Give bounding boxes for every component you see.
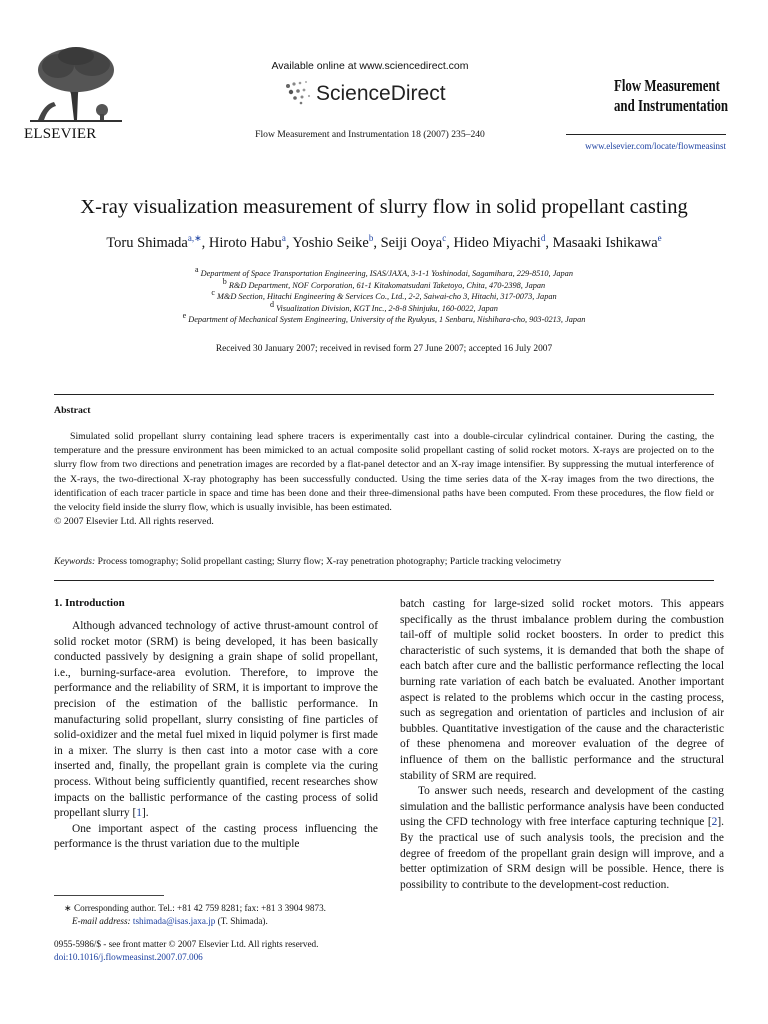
affiliation-mark: a: [195, 265, 199, 275]
left-column: [54, 597, 378, 853]
author-name: Yoshio Seike: [292, 235, 369, 251]
reference-link[interactable]: 2: [711, 816, 718, 829]
author-name: Toru Shimada: [106, 235, 188, 251]
paragraph: batch casting for large-sized solid rocket motors. This appears specifically as the thrust imbalance problem during the combustion tail-off of multiple solid rocket boosters. In order to predict this characteristic of such systems, it is demanded that both the shape of each batch after cure and the ballistic performance reflecting the local burning rate variation of each batch be evaluated. Another important aspect is related to the problems which occur in the casting process, such as segregation and orientation of particles and inclusion of air bubbles. Quantitative investigation of the cause and the characteristic of these phenomena and moreover evaluation of the degree of influence of them on the ballistic performance and the structural stability of SRM are required.: [400, 598, 724, 782]
abstract-text: [54, 430, 714, 529]
affiliation: [40, 276, 728, 292]
abstract-bottom-rule: [54, 580, 714, 581]
author-affiliation-mark[interactable]: c: [442, 233, 447, 244]
affiliation: [40, 288, 728, 303]
abstract-copyright: © 2007 Elsevier Ltd. All rights reserved.: [54, 516, 214, 528]
journal-title-line1: Flow Measurement: [614, 76, 720, 95]
abstract-heading: Abstract: [54, 405, 91, 416]
issn-line: 0955-5986/$ - see front matter © 2007 Elsevier Ltd. All rights reserved.: [54, 939, 319, 949]
abstract-top-rule: [54, 394, 714, 395]
affiliation-mark: d: [270, 300, 275, 310]
email-line: E-mail address: tshimada@isas.jaxa.jp (T. Shimada).: [72, 915, 268, 926]
affiliation-text: R&D Department, NOF Corporation, 61-1 Kitakomatsudani Taketoyo, Chita, 470-2398, Japan: [226, 280, 546, 290]
author-affiliation-mark[interactable]: a: [281, 233, 286, 244]
footer: [54, 938, 454, 964]
author-affiliation-mark[interactable]: b: [368, 233, 374, 244]
section-heading: 1. Introduction: [54, 597, 125, 609]
author-name: Masaaki Ishikawa: [552, 235, 658, 251]
affiliation-text: M&D Section, Hitachi Engineering & Services Co., Ltd., 2-2, Saiwai-cho 3, Hitachi, 317-0073, Japan: [214, 292, 557, 302]
author-affiliation-mark[interactable]: a,∗: [187, 233, 202, 244]
reference-link[interactable]: 1: [136, 807, 142, 820]
affiliation: [40, 300, 728, 315]
affiliation-mark: e: [182, 311, 187, 321]
received-dates: Received 30 January 2007; received in revised form 27 June 2007; accepted 16 July 2007: [215, 344, 553, 354]
article-title: X-ray visualization measurement of slurry flow in solid propellant casting: [80, 196, 688, 218]
footnote-mark: ∗: [64, 903, 72, 913]
elsevier-tree-icon: [24, 44, 128, 128]
author-name: Hideo Miyachi: [453, 235, 541, 251]
footnote: [54, 902, 378, 927]
right-column: [400, 597, 724, 893]
paragraph: Although advanced technology of active thrust-amount control of solid rocket motor (SRM) is being developed, it has been basically conducted passively by designing a grain shape of solid propellant, i.e., burning-surface-area evolution. Therefore, to improve the performance and the reliability of SRM, it is important to improve the precision of the estimation of the ballistic performance. In manufacturing solid propellant, slurry consisting of fine particles of solid-oxidizer and the metal fuel mixed in liquid polymer is first made in a mixer. The slurry is then cast into a motor case with a core inserted and, finally, the propellant grain is complete via the curing process. Without being sufficiently quantified, recent researches show impacts on the ballistic performance of the casting process of solid propellant slurry [1].: [54, 620, 378, 820]
sciencedirect-dots-icon: [282, 78, 318, 108]
journal-title-line2: and Instrumentation: [614, 96, 729, 115]
email-label: E-mail address:: [72, 915, 131, 926]
sciencedirect-logo: [282, 78, 472, 108]
email-link[interactable]: tshimada@isas.jaxa.jp: [132, 915, 216, 926]
affiliation-mark: c: [211, 288, 215, 298]
paragraph: To answer such needs, research and development of the casting simulation and the ballistic performance analysis have been conducted using the CFD technology with free interface capturing technique [2]. By the practical use of such analysis tools, the precision and the degree of freedom of the propellant grain design will improve, and a better optimization of SRM design will be possible. Hence, there is possibility to contribute to the development-cost reduction.: [400, 785, 724, 891]
affiliation: [40, 265, 728, 280]
author-list: Toru Shimada$^{a,∗}$, Hiroto Habu$^a$, Yoshio Seike$^b$, Seiji Ooya$^c$, Hideo Miyachi$^d$, Masaaki Ishikawa$^e$: [106, 233, 662, 251]
affiliation-list: [40, 265, 728, 326]
footnote-rule: [54, 895, 164, 896]
affiliation-text: Department of Space Transportation Engineering, ISAS/JAXA, 3-1-1 Yoshinodai, Sagamihara, 229-8510, Japan: [198, 269, 573, 278]
author-affiliation-mark[interactable]: d: [540, 233, 546, 244]
paragraph: One important aspect of the casting process influencing the performance is the thrust variation due to the multiple: [54, 822, 378, 851]
affiliation-text: Department of Mechanical System Engineering, University of the Ryukyus, 1 Senbaru, Nishihara-cho, 903-0213, Japan: [186, 315, 586, 325]
journal-title: [614, 76, 729, 116]
affiliation-text: Visualization Division, KGT Inc., 2-8-8 Shinjuku, 160-0022, Japan: [274, 303, 498, 313]
header-rule-right: [566, 134, 726, 135]
corresponding-author: ∗ Corresponding author. Tel.: +81 42 759 8281; fax: +81 3 3904 9873.: [64, 903, 326, 913]
doi-link[interactable]: doi:10.1016/j.flowmeasinst.2007.07.006: [54, 952, 203, 962]
author-name: Seiji Ooya: [380, 235, 443, 251]
affiliation: [40, 311, 728, 326]
affiliation-mark: b: [222, 276, 227, 286]
publisher-name: ELSEVIER: [24, 126, 97, 142]
keywords: [54, 556, 714, 567]
sciencedirect-wordmark: ScienceDirect: [316, 82, 446, 105]
journal-citation: Flow Measurement and Instrumentation 18 (2007) 235–240: [255, 129, 485, 140]
available-online: Available online at www.sciencedirect.com: [271, 60, 469, 72]
author-name: Hiroto Habu: [208, 235, 282, 251]
keywords-label: Keywords:: [54, 556, 96, 567]
elsevier-logo: [24, 44, 128, 128]
keywords-list: Process tomography; Solid propellant casting; Slurry flow; X-ray penetration photography; Particle tracking velocimetry: [97, 556, 562, 567]
abstract-body: Simulated solid propellant slurry containing lead sphere tracers is experimentally cast into a double-circular cylindrical container. During the casting, the temperature and the pressure environment has been mimicked to an actual composite solid propellant casting of solid rocket motors. X-rays are projected on to the slurry flow from two directions and penetration images are recorded by a flat-panel detector and an X-ray image intensifier. By suppressing the mutual interference of the X-rays, the two-directional X-ray photography has been successfully conducted. Using the time series data of the X-ray images from the two directions, the identification of each tracer particle in space and time has been done and their three-dimensional paths have been computed. From these procedures, the flow field or the velocity field inside the slurry flow, which is usually invisible, has been estimated.: [54, 431, 714, 514]
author-affiliation-mark[interactable]: e: [657, 233, 662, 244]
journal-url-link[interactable]: www.elsevier.com/locate/flowmeasinst: [585, 141, 726, 151]
